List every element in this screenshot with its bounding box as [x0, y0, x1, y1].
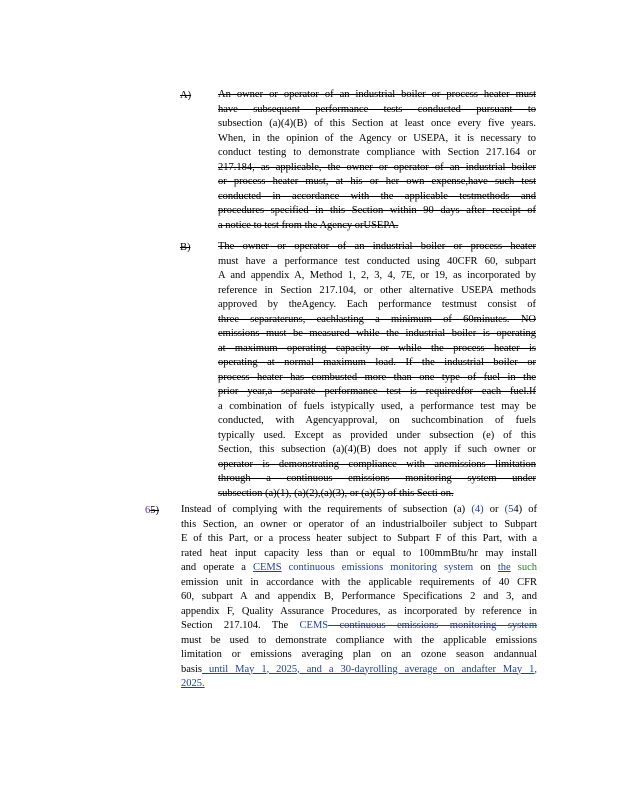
text-run: A and appendix A, Method 1, 2, 3, 4, 7E, or 19, as incorporated by	[218, 270, 536, 281]
text-line	[218, 146, 536, 161]
text-line	[181, 619, 537, 634]
text-run: (5	[504, 504, 514, 515]
text-line	[218, 429, 536, 444]
text-run: subsection (a)(4)(B) of this Section at least once every five years.	[218, 118, 536, 129]
text-line	[218, 190, 536, 205]
paragraph-a-text	[218, 88, 536, 233]
text-run: continuous emissions monitoring system	[328, 620, 537, 631]
text-run: operating at normal maximum load. If the industrial boiler or	[218, 357, 536, 368]
text-run: 2025.	[181, 678, 205, 689]
text-line	[218, 255, 536, 270]
text-line	[218, 269, 536, 284]
text-run: at maximum operating capacity or while the process heater is	[218, 342, 536, 354]
text-run: Section 217.104. The	[181, 620, 300, 631]
text-line	[218, 458, 536, 473]
text-run: limitation or emissions averaging plan on an ozone season andannual	[181, 649, 537, 660]
text-run: three separateruns, eachlasting a minimum of 60minutes. NO	[218, 313, 536, 325]
text-run: rated heat input capacity less than or equal to 100mmBtu/hr may install	[181, 547, 537, 559]
text-line	[181, 605, 537, 620]
text-line	[218, 204, 536, 219]
text-line	[218, 400, 536, 415]
text-line	[218, 487, 536, 502]
text-run: 217.184, as applicable, the owner or operator of an industrial boiler	[218, 161, 536, 173]
text-run: or process heater must, at his or her own expense,have such test	[218, 176, 536, 187]
text-run: a notice to test from the Agency orUSEPA.	[218, 219, 399, 231]
text-run: appendix F, Quality Assurance Procedures, as incorporated by reference in	[181, 605, 537, 617]
text-run: must be used to demonstrate compliance with the applicable emissions	[181, 634, 537, 646]
paragraph-b-text	[218, 240, 536, 501]
text-line	[218, 103, 536, 118]
text-run: Instead of complying with the requirements of subsection (a)	[181, 504, 472, 515]
text-line	[218, 472, 536, 487]
text-run: Section, this subsection (a)(4)(B) does not apply if such owner or	[218, 444, 536, 455]
text-line	[181, 518, 537, 533]
text-line	[218, 385, 536, 400]
paragraph-5-text	[181, 503, 537, 692]
text-run: conduct testing to demonstrate compliance with Section 217.164 or	[218, 147, 536, 158]
text-run: until May 1, 2025, and a 30-dayrolling average on andafter May 1,	[202, 663, 537, 675]
text-line	[218, 284, 536, 299]
text-run: and operate a	[181, 562, 253, 573]
text-run: CEMS	[299, 620, 329, 631]
text-run: basis	[181, 663, 202, 675]
text-run: through a continuous emissions monitoring system under	[218, 473, 536, 484]
text-line	[218, 117, 536, 132]
text-line	[181, 648, 537, 663]
text-line	[218, 371, 536, 386]
text-line	[181, 561, 537, 576]
text-run: CEMS	[252, 562, 282, 573]
text-run: must have a performance test conducted using 40CFR 60, subpart	[218, 255, 536, 267]
marker-old: 6	[145, 505, 151, 516]
text-run: or	[483, 504, 505, 515]
text-run: reference in Section 217.104, or other alternative USEPA methods	[218, 284, 536, 296]
paragraph-a-marker: A)	[180, 90, 192, 101]
paragraph-b-marker: B)	[180, 242, 191, 253]
text-line	[218, 219, 536, 234]
text-line	[218, 161, 536, 176]
text-run: operator is demonstrating compliance with anemissions limitation	[218, 458, 536, 470]
text-run: on	[473, 562, 498, 573]
text-line	[181, 590, 537, 605]
paragraph-5-marker	[145, 504, 159, 518]
text-line	[181, 576, 537, 591]
text-run: An owner or operator of an industrial boiler or process heater must	[218, 89, 536, 100]
text-line	[218, 132, 536, 147]
text-run: have subsequent performance tests conducted pursuant to	[218, 103, 536, 115]
marker-new: 5)	[150, 505, 159, 516]
text-run: a combination of fuels istypically used, a performance test may be	[218, 400, 536, 412]
text-run: this Section, an owner or operator of an industrialboiler subject to Subpart	[181, 518, 537, 530]
text-line	[218, 327, 536, 342]
text-run: emission unit in accordance with the applicable requirements of 40 CFR	[181, 576, 537, 588]
text-line	[181, 532, 537, 547]
text-line	[218, 356, 536, 371]
text-run: The owner or operator of an industrial boiler or process heater	[218, 241, 536, 252]
text-line	[218, 88, 536, 103]
text-line	[218, 313, 536, 328]
text-run: procedures specified in this Section within 90 days after receipt of	[218, 205, 536, 216]
text-run: (4)	[471, 504, 484, 515]
text-line	[181, 503, 537, 518]
text-run: approved by theAgency. Each performance testmust consist of	[218, 299, 536, 310]
text-run: continuous emissions monitoring system	[281, 562, 474, 573]
text-run: 4) of	[513, 504, 538, 515]
text-run: When, in the opinion of the Agency or USEPA, it is necessary to	[218, 132, 536, 144]
text-line	[218, 414, 536, 429]
text-line	[181, 634, 537, 649]
text-line	[181, 677, 537, 692]
text-run: conducted in accordance with the applicable testmethods and	[218, 190, 536, 202]
text-line	[218, 443, 536, 458]
text-line	[218, 240, 536, 255]
text-run: conducted, with Agencyapproval, on suchcombination of fuels	[218, 415, 536, 426]
text-run: such	[510, 562, 538, 573]
text-line	[218, 342, 536, 357]
text-run: the	[497, 562, 511, 573]
text-run: subsection (a)(1), (a)(2),(a)(3), or (a)(5) of this Secti on.	[218, 487, 454, 499]
text-run: 60, subpart A and appendix B, Performance Specifications 2 and 3, and	[181, 591, 537, 602]
text-run: emissions must be measured while the industrial boiler is operating	[218, 328, 536, 339]
text-run: prior year,a separate performance test is requiredfor each fuel.If	[218, 386, 536, 397]
text-run: process heater has combusted more than one type of fuel in the	[218, 371, 536, 383]
text-run: typically used. Except as provided under subsection (e) of this	[218, 429, 536, 441]
text-line	[218, 175, 536, 190]
text-line	[181, 663, 537, 678]
text-line	[181, 547, 537, 562]
text-line	[218, 298, 536, 313]
text-run: E of this Part, or a process heater subject to Subpart F of this Part, with a	[181, 533, 537, 544]
